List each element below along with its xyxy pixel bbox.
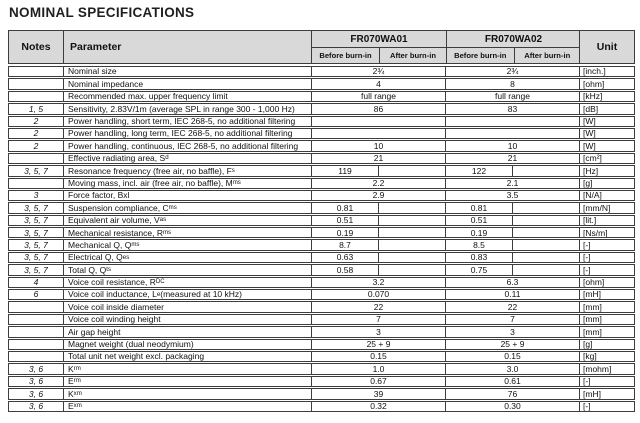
value-cell-model2: 2.1 — [445, 179, 579, 188]
table-row — [8, 252, 635, 263]
header-model2-before: Before burn-in — [454, 51, 507, 60]
parameter-cell: Voice coil winding height — [63, 315, 311, 324]
value-cell-model1: 2¾ — [311, 67, 445, 76]
table-row — [8, 376, 635, 387]
unit-cell: [g] — [579, 340, 634, 349]
parameter-cell: E rm — [63, 377, 311, 386]
notes-cell — [9, 340, 63, 349]
notes-cell — [9, 179, 63, 188]
value-cell-model2-after — [512, 265, 579, 274]
table-row — [8, 401, 635, 412]
table-row — [8, 103, 635, 114]
value-cell-model2 — [445, 129, 579, 138]
value-cell-model1-before: 0.63 — [311, 253, 378, 262]
header-model1-after: After burn-in — [379, 48, 446, 63]
value-cell-model2: 83 — [445, 104, 579, 113]
parameter-cell: Sensitivity, 2.83V/1m (average SPL in range 300 - 1,000 Hz) — [63, 104, 311, 113]
unit-cell: [mm/N] — [579, 203, 634, 212]
unit-cell: [N/A] — [579, 191, 634, 200]
value-cell-model2: 8 — [445, 79, 579, 88]
value-cell-model1-after — [378, 216, 445, 225]
value-cell-model2: 25 + 9 — [445, 340, 579, 349]
unit-cell: [W] — [579, 141, 634, 150]
value-cell-model1: 21 — [311, 154, 445, 163]
value-cell-model1: 0.15 — [311, 352, 445, 361]
parameter-cell: Voice coil inductance, L e (measured at 10 kHz) — [63, 290, 311, 299]
parameter-cell: Voice coil inside diameter — [63, 302, 311, 311]
parameter-cell: K rm — [63, 364, 311, 373]
value-cell-model1-after — [378, 240, 445, 249]
notes-cell — [9, 302, 63, 311]
value-cell-model2-before: 0.19 — [445, 228, 512, 237]
unit-cell: [g] — [579, 179, 634, 188]
header-models — [311, 31, 579, 63]
table-row — [8, 289, 635, 300]
header-model2 — [446, 31, 580, 63]
value-cell-model2: 0.15 — [445, 352, 579, 361]
parameter-cell: Resonance frequency (free air, no baffle), F s — [63, 166, 311, 175]
parameter-cell: Mechanical resistance, R ms — [63, 228, 311, 237]
parameter-cell: Equivalent air volume, V as — [63, 216, 311, 225]
unit-cell: [-] — [579, 240, 634, 249]
value-cell-model2: full range — [445, 92, 579, 101]
value-cell-model2-after — [512, 228, 579, 237]
value-cell-model1-before: 0.58 — [311, 265, 378, 274]
value-cell-model1: 7 — [311, 315, 445, 324]
value-cell-model1-before: 0.19 — [311, 228, 378, 237]
table-row — [8, 264, 635, 275]
table-row — [8, 326, 635, 337]
value-cell-model1: 3 — [311, 327, 445, 336]
value-cell-model1 — [311, 117, 445, 126]
table-row — [8, 314, 635, 325]
notes-cell: 3, 5, 7 — [24, 252, 48, 263]
table-row — [8, 351, 635, 362]
notes-cell: 3 — [33, 190, 39, 201]
table-header — [8, 30, 635, 64]
value-cell-model2: 0.30 — [445, 402, 579, 411]
parameter-cell: Electrical Q, Q es — [63, 253, 311, 262]
unit-cell: [kg] — [579, 352, 634, 361]
unit-cell: [mm] — [579, 302, 634, 311]
parameter-cell: Recommended max. upper frequency limit — [63, 92, 311, 101]
notes-cell — [9, 154, 63, 163]
table-row — [8, 128, 635, 139]
value-cell-model1-after — [378, 265, 445, 274]
unit-cell: [kHz] — [579, 92, 634, 101]
value-cell-model2-before: 0.75 — [445, 265, 512, 274]
parameter-cell: Air gap height — [63, 327, 311, 336]
table-row — [8, 78, 635, 89]
table-row — [8, 339, 635, 350]
notes-cell — [9, 79, 63, 88]
notes-cell: 2 — [33, 128, 39, 139]
parameter-cell: Power handling, long term, IEC 268-5, no additional filtering — [63, 129, 311, 138]
table-row — [8, 301, 635, 312]
value-cell-model1-after — [378, 253, 445, 262]
parameter-cell: Power handling, short term, IEC 268-5, no additional filtering — [63, 117, 311, 126]
notes-cell: 2 — [33, 116, 39, 126]
value-cell-model1: 86 — [311, 104, 445, 113]
notes-cell — [9, 315, 63, 324]
value-cell-model1: 22 — [311, 302, 445, 311]
table-row — [8, 140, 635, 151]
header-model2-subcols — [447, 48, 580, 63]
value-cell-model1-after — [378, 203, 445, 212]
value-cell-model2 — [445, 117, 579, 126]
value-cell-model1-before: 0.81 — [311, 203, 378, 212]
value-cell-model2: 76 — [445, 389, 579, 398]
unit-cell: [-] — [579, 253, 634, 262]
value-cell-model1 — [311, 129, 445, 138]
parameter-cell: Effective radiating area, S d — [63, 154, 311, 163]
unit-cell: [mH] — [579, 389, 634, 398]
parameter-cell: Total unit net weight excl. packaging — [63, 352, 311, 361]
table-row — [8, 277, 635, 288]
value-cell-model2-after — [512, 203, 579, 212]
value-cell-model2: 0.11 — [445, 290, 579, 299]
notes-cell: 1, 5 — [28, 104, 44, 114]
value-cell-model2: 7 — [445, 315, 579, 324]
header-model1-before: Before burn-in — [319, 51, 372, 60]
notes-cell — [9, 352, 63, 361]
notes-cell — [9, 92, 63, 101]
unit-cell: [dB] — [579, 104, 634, 113]
header-model1 — [312, 31, 446, 63]
notes-cell: 3, 5, 7 — [24, 228, 48, 238]
table-row — [8, 66, 635, 77]
value-cell-model1: 2.2 — [311, 179, 445, 188]
value-cell-model1: 0.070 — [311, 290, 445, 299]
value-cell-model2-before: 122 — [445, 166, 512, 175]
header-model2-after: After burn-in — [514, 48, 581, 63]
table-row — [8, 227, 635, 238]
table-body — [8, 66, 635, 412]
table-row — [8, 239, 635, 250]
table-row — [8, 215, 635, 226]
value-cell-model1-after — [378, 166, 445, 175]
notes-cell — [9, 327, 63, 336]
value-cell-model1: full range — [311, 92, 445, 101]
value-cell-model2: 10 — [445, 141, 579, 150]
notes-cell: 3, 5, 7 — [24, 215, 48, 226]
header-model2-name: FR070WA02 — [447, 31, 580, 48]
value-cell-model2: 21 — [445, 154, 579, 163]
unit-cell: [ohm] — [579, 278, 634, 287]
unit-cell: [inch.] — [579, 67, 634, 76]
value-cell-model2-before: 0.51 — [445, 216, 512, 225]
value-cell-model2: 0.61 — [445, 377, 579, 386]
notes-cell: 3, 5, 7 — [24, 240, 48, 250]
unit-cell: [W] — [579, 117, 634, 126]
unit-cell: [cm²] — [579, 154, 634, 163]
parameter-cell: Nominal size — [63, 67, 311, 76]
value-cell-model1: 1.0 — [311, 364, 445, 373]
table-row — [8, 165, 635, 176]
value-cell-model2: 3.5 — [445, 191, 579, 200]
value-cell-model2-before: 8.5 — [445, 240, 512, 249]
notes-cell: 3, 6 — [28, 389, 44, 399]
unit-cell: [lit.] — [579, 216, 634, 225]
table-row — [8, 153, 635, 164]
parameter-cell: Magnet weight (dual neodymium) — [63, 340, 311, 349]
table-row — [8, 178, 635, 189]
table-row — [8, 91, 635, 102]
notes-cell: 4 — [33, 277, 39, 288]
parameter-cell: Voice coil resistance, R DC — [63, 278, 311, 287]
notes-cell: 2 — [33, 141, 39, 151]
header-parameter: Parameter — [63, 31, 311, 63]
unit-cell: [-] — [579, 265, 634, 274]
parameter-cell: Mechanical Q, Q ms — [63, 240, 311, 249]
page-title: NOMINAL SPECIFICATIONS — [9, 5, 195, 20]
header-model1-name: FR070WA01 — [312, 31, 446, 48]
unit-cell: [mm] — [579, 327, 634, 336]
value-cell-model1: 4 — [311, 79, 445, 88]
header-model1-subcols — [312, 48, 446, 63]
value-cell-model1: 25 + 9 — [311, 340, 445, 349]
value-cell-model2-before: 0.83 — [445, 253, 512, 262]
parameter-cell: K xm — [63, 389, 311, 398]
unit-cell: [ohm] — [579, 79, 634, 88]
notes-cell: 3, 5, 7 — [24, 265, 48, 275]
value-cell-model2: 6.3 — [445, 278, 579, 287]
value-cell-model2-after — [512, 166, 579, 175]
table-row — [8, 388, 635, 399]
notes-cell — [9, 67, 63, 76]
header-unit: Unit — [579, 31, 634, 63]
parameter-cell: Power handling, continuous, IEC 268-5, no additional filtering — [63, 141, 311, 150]
unit-cell: [mm] — [579, 315, 634, 324]
value-cell-model2-after — [512, 253, 579, 262]
specifications-table — [8, 30, 635, 413]
table-row — [8, 190, 635, 201]
notes-cell: 3, 6 — [28, 401, 44, 411]
unit-cell: [-] — [579, 377, 634, 386]
unit-cell: [Hz] — [579, 166, 634, 175]
unit-cell: [Ns/m] — [579, 228, 634, 237]
value-cell-model1: 10 — [311, 141, 445, 150]
table-row — [8, 202, 635, 213]
table-row — [8, 116, 635, 127]
notes-cell: 3, 5, 7 — [24, 166, 48, 176]
value-cell-model2-before: 0.81 — [445, 203, 512, 212]
value-cell-model2: 22 — [445, 302, 579, 311]
value-cell-model2-after — [512, 216, 579, 225]
parameter-cell: E xm — [63, 402, 311, 411]
value-cell-model1: 3.2 — [311, 278, 445, 287]
notes-cell: 3, 6 — [28, 364, 44, 374]
value-cell-model2: 3 — [445, 327, 579, 336]
value-cell-model1-before: 0.51 — [311, 216, 378, 225]
notes-cell: 3, 6 — [28, 376, 44, 387]
value-cell-model1: 0.67 — [311, 377, 445, 386]
value-cell-model2: 3.0 — [445, 364, 579, 373]
value-cell-model1: 2.9 — [311, 191, 445, 200]
unit-cell: [W] — [579, 129, 634, 138]
value-cell-model1-after — [378, 228, 445, 237]
unit-cell: [mohm] — [579, 364, 634, 373]
value-cell-model1-before: 8.7 — [311, 240, 378, 249]
parameter-cell: Force factor, Bxl — [63, 191, 311, 200]
header-notes: Notes — [21, 41, 51, 53]
parameter-cell: Suspension compliance, C ms — [63, 203, 311, 212]
value-cell-model2-after — [512, 240, 579, 249]
table-row — [8, 363, 635, 374]
unit-cell: [-] — [579, 402, 634, 411]
value-cell-model2: 2¾ — [445, 67, 579, 76]
notes-cell: 3, 5, 7 — [24, 203, 48, 213]
unit-cell: [mH] — [579, 290, 634, 299]
value-cell-model1-before: 119 — [311, 166, 378, 175]
parameter-cell: Moving mass, incl. air (free air, no baffle), M ms — [63, 179, 311, 188]
value-cell-model1: 39 — [311, 389, 445, 398]
parameter-cell: Total Q, Q ts — [63, 265, 311, 274]
parameter-cell: Nominal impedance — [63, 79, 311, 88]
notes-cell: 6 — [33, 290, 39, 300]
value-cell-model1: 0.32 — [311, 402, 445, 411]
